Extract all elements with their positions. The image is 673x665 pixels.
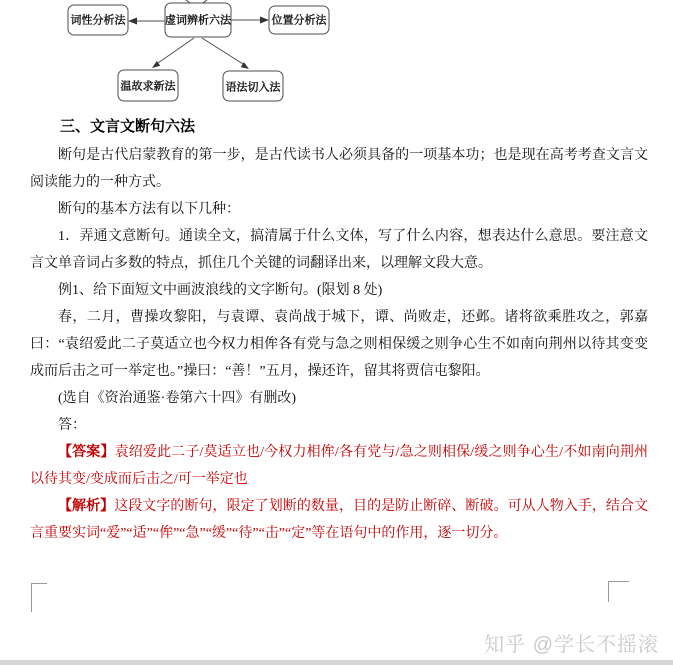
section-title: 三、文言文断句六法 xyxy=(60,119,196,135)
flowchart-diagram xyxy=(0,0,400,112)
node-bottom-right xyxy=(223,71,283,101)
paragraph-intro1: 断句是古代启蒙教育的第一步，是古代读书人必须具备的一项基本功；也是现在高考考查文言文阅读能力的一种方式。 xyxy=(30,148,648,190)
paragraph-analysis xyxy=(30,493,648,547)
connector-down-right xyxy=(202,38,243,64)
node-right-label: 位置分析法 xyxy=(271,14,327,27)
node-left-label: 词性分析法 xyxy=(70,14,126,27)
paragraph-answer-prompt: 答： xyxy=(58,418,86,433)
document-body xyxy=(30,112,648,547)
paragraph-answer xyxy=(30,439,648,493)
node-center-label: 虚词辨析六法 xyxy=(165,14,231,27)
connector-down-left xyxy=(158,38,194,63)
analysis-label: 【解析】 xyxy=(58,499,115,514)
answer-text: 袁绍爱此二子/莫适立也/今权力相侔/各有党与/急之则相保/缓之则争心生/不如南向荆州以待其变/变成而后击之/可一举定也 xyxy=(30,445,648,487)
paragraph-example-prompt: 例1、给下面短文中画波浪线的文字断句。(限划 8 处) xyxy=(58,283,383,298)
node-left xyxy=(68,5,128,35)
node-bottom-right-label: 语法切入法 xyxy=(225,81,281,94)
bottom-edge-strip xyxy=(0,660,673,665)
arrowhead-left xyxy=(128,18,137,25)
node-center xyxy=(165,3,232,37)
page-corner-mark-right xyxy=(608,581,629,602)
node-right xyxy=(269,6,329,34)
answer-label: 【答案】 xyxy=(58,445,115,460)
paragraph-passage: 春，二月，曹操攻黎阳，与袁谭、袁尚战于城下，谭、尚败走，还邺。诸将欲乘胜攻之，郭嘉曰：“袁绍爱此二子莫适立也今权力相侔各有党与急之则相保缓之则争心生不如南向荆州以待其变变成而后击之可一举定也。”操曰：“善！”五月，操还许，留其将贾信屯黎阳。 xyxy=(30,310,648,379)
zhihu-watermark: 知乎 @学长不摇滚 xyxy=(484,634,659,656)
paragraph-method1: 1．弄通文意断句。通读全文，搞清属于什么文体，写了什么内容，想表达什么意思。要注意文言文单音词占多数的特点，抓住几个关键的词翻译出来，以理解文段大意。 xyxy=(30,229,648,271)
paragraph-intro2: 断句的基本方法有以下几种： xyxy=(58,202,240,217)
paragraph-source: (选自《资治通鉴·卷第六十四》有删改) xyxy=(58,391,296,406)
node-bottom-left xyxy=(118,70,178,101)
page-corner-mark-left xyxy=(31,583,47,612)
arrowhead-right xyxy=(260,17,269,24)
analysis-text: 这段文字的断句，限定了划断的数量，目的是防止断碎、断破。可从人物入手，结合文言重要实词“爱”“适”“侔”“急”“缓”“待”“击”“定”等在语句中的作用，逐一切分。 xyxy=(30,499,649,541)
node-bottom-left-label: 温故求新法 xyxy=(120,80,176,93)
